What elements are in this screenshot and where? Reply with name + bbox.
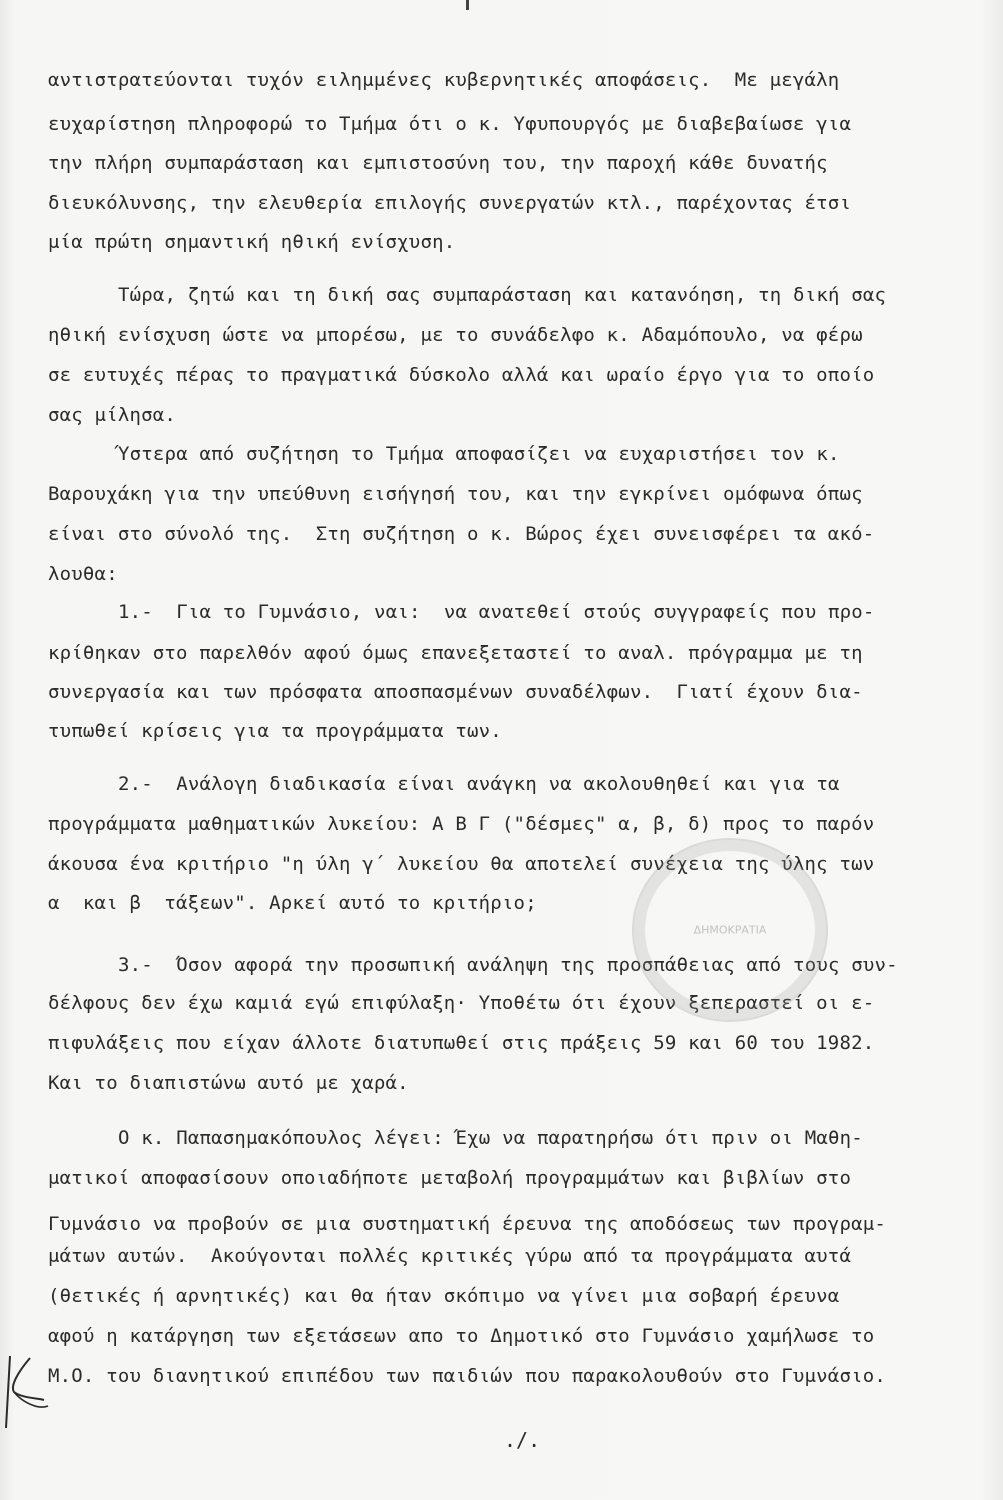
text-line: ευχαρίστηση πληροφορώ το Τμήμα ότι ο κ. Υφυπουργός με διαβεβαίωσε για: [48, 113, 852, 135]
seal-stamp: [632, 838, 828, 1022]
text-line: Ο κ. Παπασημακόπουλος λέγει: Έχω να παρατηρήσω ότι πριν οι Μαθη-: [118, 1127, 863, 1149]
text-line: ηθική ενίσχυση ώστε να μπορέσω, με το συνάδελφο κ. Αδαμόπουλο, να φέρω: [48, 324, 863, 346]
text-line: άκουσα ένα κριτήριο "η ύλη γ΄ λυκείου θα αποτελεί συνέχεια της ύλης των: [48, 853, 875, 875]
text-line: Βαρουχάκη για την υπεύθυνη εισήγησή του, και την εγκρίνει ομόφωνα όπως: [48, 483, 863, 505]
text-line: 1.- Για το Γυμνάσιο, ναι: να ανατεθεί στούς συγγραφείς που προ-: [118, 601, 875, 623]
text-line: κρίθηκαν στο παρελθόν αφού όμως επανεξεταστεί το αναλ. πρόγραμμα με τη: [48, 642, 863, 664]
text-line: ματικοί αποφασίσουν οποιαδήποτε μεταβολή προγραμμάτων και βιβλίων στο: [48, 1167, 852, 1189]
text-line: 2.- Ανάλογη διαδικασία είναι ανάγκη να ακολουθηθεί και για τα: [118, 773, 840, 795]
text-line: δέλφους δεν έχω καμιά εγώ επιφύλαξη· Υποθέτω ότι έχουν ξεπεραστεί οι ε-: [48, 992, 875, 1014]
text-line: (θετικές ή αρνητικές) και θα ήταν σκόπιμο να γίνει μια σοβαρή έρευνα: [48, 1285, 840, 1307]
handwritten-signature-icon: [0, 1352, 60, 1432]
text-line: τυπωθεί κρίσεις για τα προγράμματα των.: [48, 720, 502, 742]
text-line: Ύστερα από συζήτηση το Τμήμα αποφασίζει να ευχαριστήσει τον κ.: [118, 443, 840, 465]
text-line: συνεργασία και των πρόσφατα αποσπασμένων συναδέλφων. Γιατί έχουν δια-: [48, 681, 863, 703]
text-line: σε ευτυχές πέρας το πραγματικά δύσκολο αλλά και ωραίο έργο για το οποίο: [48, 364, 875, 386]
text-line: μάτων αυτών. Ακούγονται πολλές κριτικές γύρω από τα προγράμματα αυτά: [48, 1245, 852, 1267]
text-line: Τώρα, ζητώ και τη δική σας συμπαράσταση και κατανόηση, τη δική σας: [118, 284, 887, 306]
text-line: Μ.Ο. του διανητικού επιπέδου των παιδιών που παρακολουθούν στο Γυμνάσιο.: [48, 1365, 887, 1387]
text-line: μία πρώτη σημαντική ηθική ενίσχυση.: [48, 231, 456, 253]
text-line: α και β τάξεων". Αρκεί αυτό το κριτήριο;: [48, 892, 537, 914]
text-line: την πλήρη συμπαράσταση και εμπιστοσύνη του, την παροχή κάθε δυνατής: [48, 152, 828, 174]
text-line: πιφυλάξεις που είχαν άλλοτε διατυπωθεί στις πράξεις 59 και 60 του 1982.: [48, 1032, 875, 1054]
text-line: αντιστρατεύονται τυχόν ειλημμένες κυβερνητικές αποφάσεις. Με μεγάλη: [48, 69, 840, 91]
page-continuation-mark: ./.: [504, 1428, 541, 1452]
text-line: λουθα:: [48, 563, 118, 585]
text-line: προγράμματα μαθηματικών λυκείου: Α Β Γ ("δέσμες" α, β, δ) προς το παρόν: [48, 813, 875, 835]
text-line: διευκόλυνσης, την ελευθερία επιλογής συνεργατών κτλ., παρέχοντας έτσι: [48, 192, 852, 214]
text-line: σας μίλησα.: [48, 404, 177, 426]
text-line: Γυμνάσιο να προβούν σε μια συστηματική έρευνα της αποδόσεως των προγραμ-: [48, 1213, 887, 1235]
text-line: 3.- Όσον αφορά την προσωπική ανάληψη της προσπάθειας από τους συν-: [118, 954, 898, 976]
seal-text: ΔΗΜΟΚΡΑΤΙΑ: [693, 923, 767, 937]
text-line: αφού η κατάργηση των εξετάσεων απο το Δημοτικό στο Γυμνάσιο χαμήλωσε το: [48, 1325, 875, 1347]
text-line: είναι στο σύνολό της. Στη συζήτηση ο κ. Βώρος έχει συνεισφέρει τα ακό-: [48, 523, 875, 545]
text-line: Και το διαπιστώνω αυτό με χαρά.: [48, 1072, 409, 1094]
